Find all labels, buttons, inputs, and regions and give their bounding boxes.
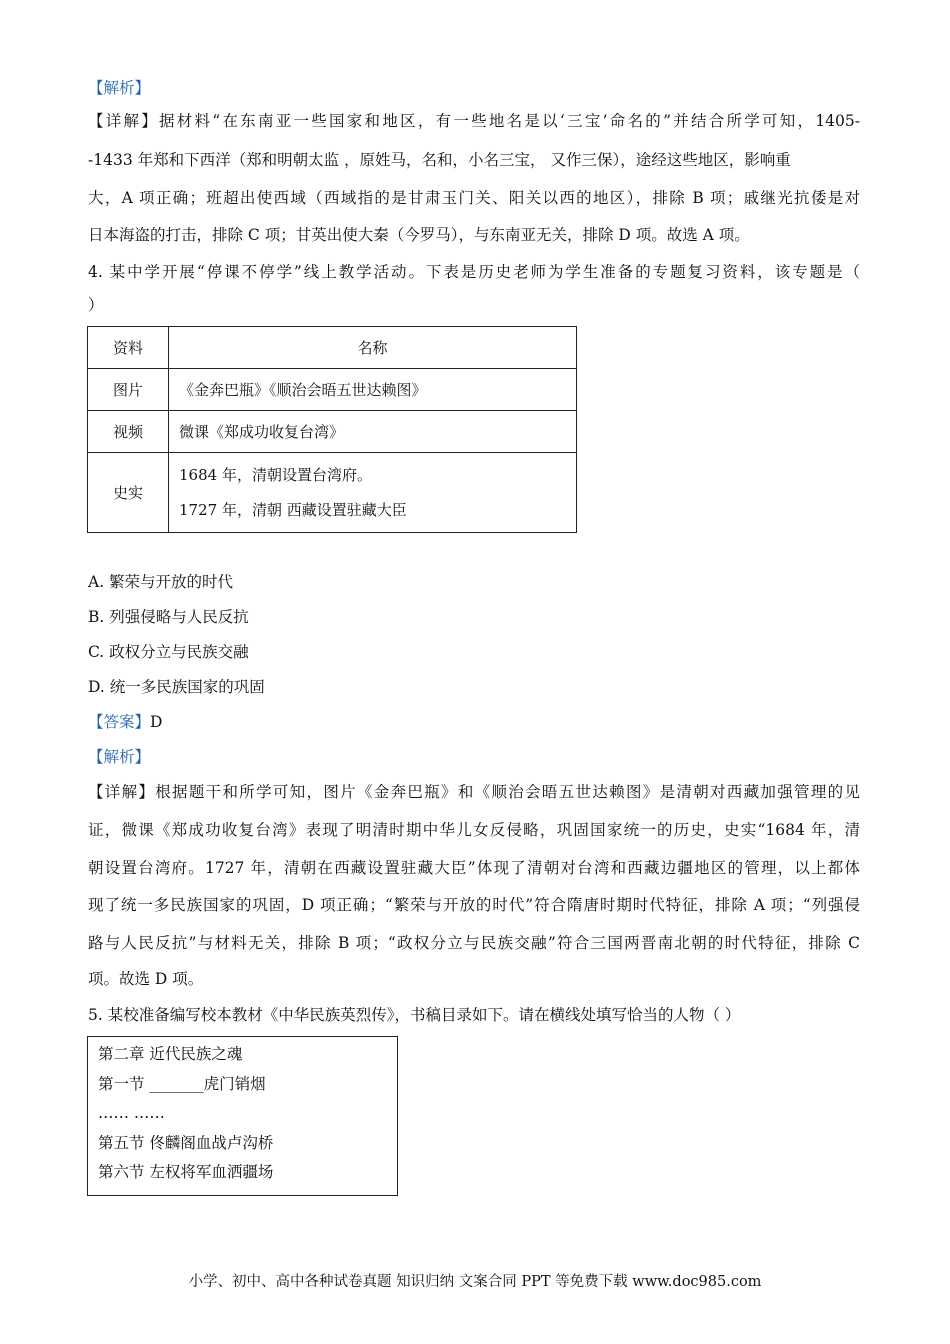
table-row — [88, 453, 577, 533]
table-row — [88, 369, 577, 411]
table-row — [88, 411, 577, 453]
table-header-cell: 资料 — [88, 327, 169, 369]
q4-analysis-tag: 【解析】 — [88, 748, 151, 766]
answer-value: D — [150, 713, 163, 731]
q4-detail-line-3: 朝设置台湾府。1727 年，清朝在西藏设置驻藏大臣”体现了清朝对台湾和西藏边疆地区的管理，以上都体 — [88, 859, 860, 877]
table-row-label: 图片 — [88, 369, 169, 411]
fact-line: 1727 年，清朝 西藏设置驻藏大臣 — [179, 501, 407, 519]
table-row-content: 微课《郑成功收复台湾》 — [169, 411, 577, 453]
q5-contents-box — [87, 1036, 398, 1196]
table-row-content: 《金奔巴瓶》《顺治会晤五世达赖图》 — [169, 369, 577, 411]
q4-option-a: A. 繁荣与开放的时代 — [88, 573, 234, 591]
q4-stem-line-2: ） — [88, 296, 104, 314]
table-header-row — [88, 327, 577, 369]
contents-line: 第二章 近代民族之魂 — [98, 1045, 243, 1063]
contents-line: 第五节 佟麟阁血战卢沟桥 — [98, 1134, 274, 1152]
q4-detail-line-2: 证，微课《郑成功收复台湾》表现了明清时期中华儿女反侵略，巩固国家统一的历史，史实“1684 年，清 — [88, 821, 860, 839]
q3-detail-line-4: 日本海盗的打击，排除 C 项；甘英出使大秦（今罗马），与东南亚无关，排除 D 项。故选 A 项。 — [88, 226, 750, 244]
table-row-label: 视频 — [88, 411, 169, 453]
page-footer: 小学、初中、高中各种试卷真题 知识归纳 文案合同 PPT 等免费下载 www.doc985.com — [188, 1274, 762, 1290]
q4-option-b: B. 列强侵略与人民反抗 — [88, 608, 249, 626]
q3-detail-line-1: 【详解】据材料“在东南亚一些国家和地区，有一些地名是以‘三宝’命名的”并结合所学可知，1405- — [88, 112, 860, 130]
q4-detail-line-5: 路与人民反抗”与材料无关，排除 B 项；“政权分立与民族交融”符合三国两晋南北朝的时代特征，排除 C — [88, 934, 860, 952]
contents-line: 第一节 _______虎门销烟 — [98, 1075, 266, 1093]
answer-tag: 【答案】 — [88, 713, 151, 731]
q3-detail-line-3: 大，A 项正确；班超出使西域（西域指的是甘肃玉门关、阳关以西的地区），排除 B 项；戚继光抗倭是对 — [88, 189, 860, 207]
q4-option-c: C. 政权分立与民族交融 — [88, 643, 249, 661]
q3-analysis-tag: 【解析】 — [88, 79, 151, 97]
q4-detail-line-4: 现了统一多民族国家的巩固，D 项正确；“繁荣与开放的时代”符合隋唐时期时代特征，排除 A 项；“列强侵 — [88, 896, 860, 914]
q4-answer — [88, 712, 162, 732]
q4-detail-line-6: 项。故选 D 项。 — [88, 970, 204, 988]
q4-detail-line-1: 【详解】根据题干和所学可知，图片《金奔巴瓶》和《顺治会晤五世达赖图》是清朝对西藏加强管理的见 — [88, 783, 860, 801]
q4-material-table — [87, 326, 577, 533]
fact-line: 1684 年，清朝设置台湾府。 — [179, 466, 372, 484]
q4-option-d: D. 统一多民族国家的巩固 — [88, 678, 265, 696]
contents-line: …… …… — [98, 1104, 165, 1122]
q3-detail-line-2: -1433 年郑和下西洋（郑和明朝太监 ，原姓马，名和，小名三宝， 又作三保），途经这些地区，影响重 — [88, 151, 791, 169]
table-header-cell: 名称 — [169, 327, 577, 369]
table-row-label: 史实 — [88, 453, 169, 533]
q4-stem-line-1: 4. 某中学开展“停课不停学”线上教学活动。下表是历史老师为学生准备的专题复习资料，该专题是（ — [88, 263, 860, 281]
contents-line: 第六节 左权将军血洒疆场 — [98, 1163, 274, 1181]
table-row-content — [169, 453, 577, 533]
q5-stem: 5. 某校准备编写校本教材《中华民族英烈传》，书稿目录如下。请在横线处填写恰当的人物（ ） — [88, 1006, 741, 1024]
